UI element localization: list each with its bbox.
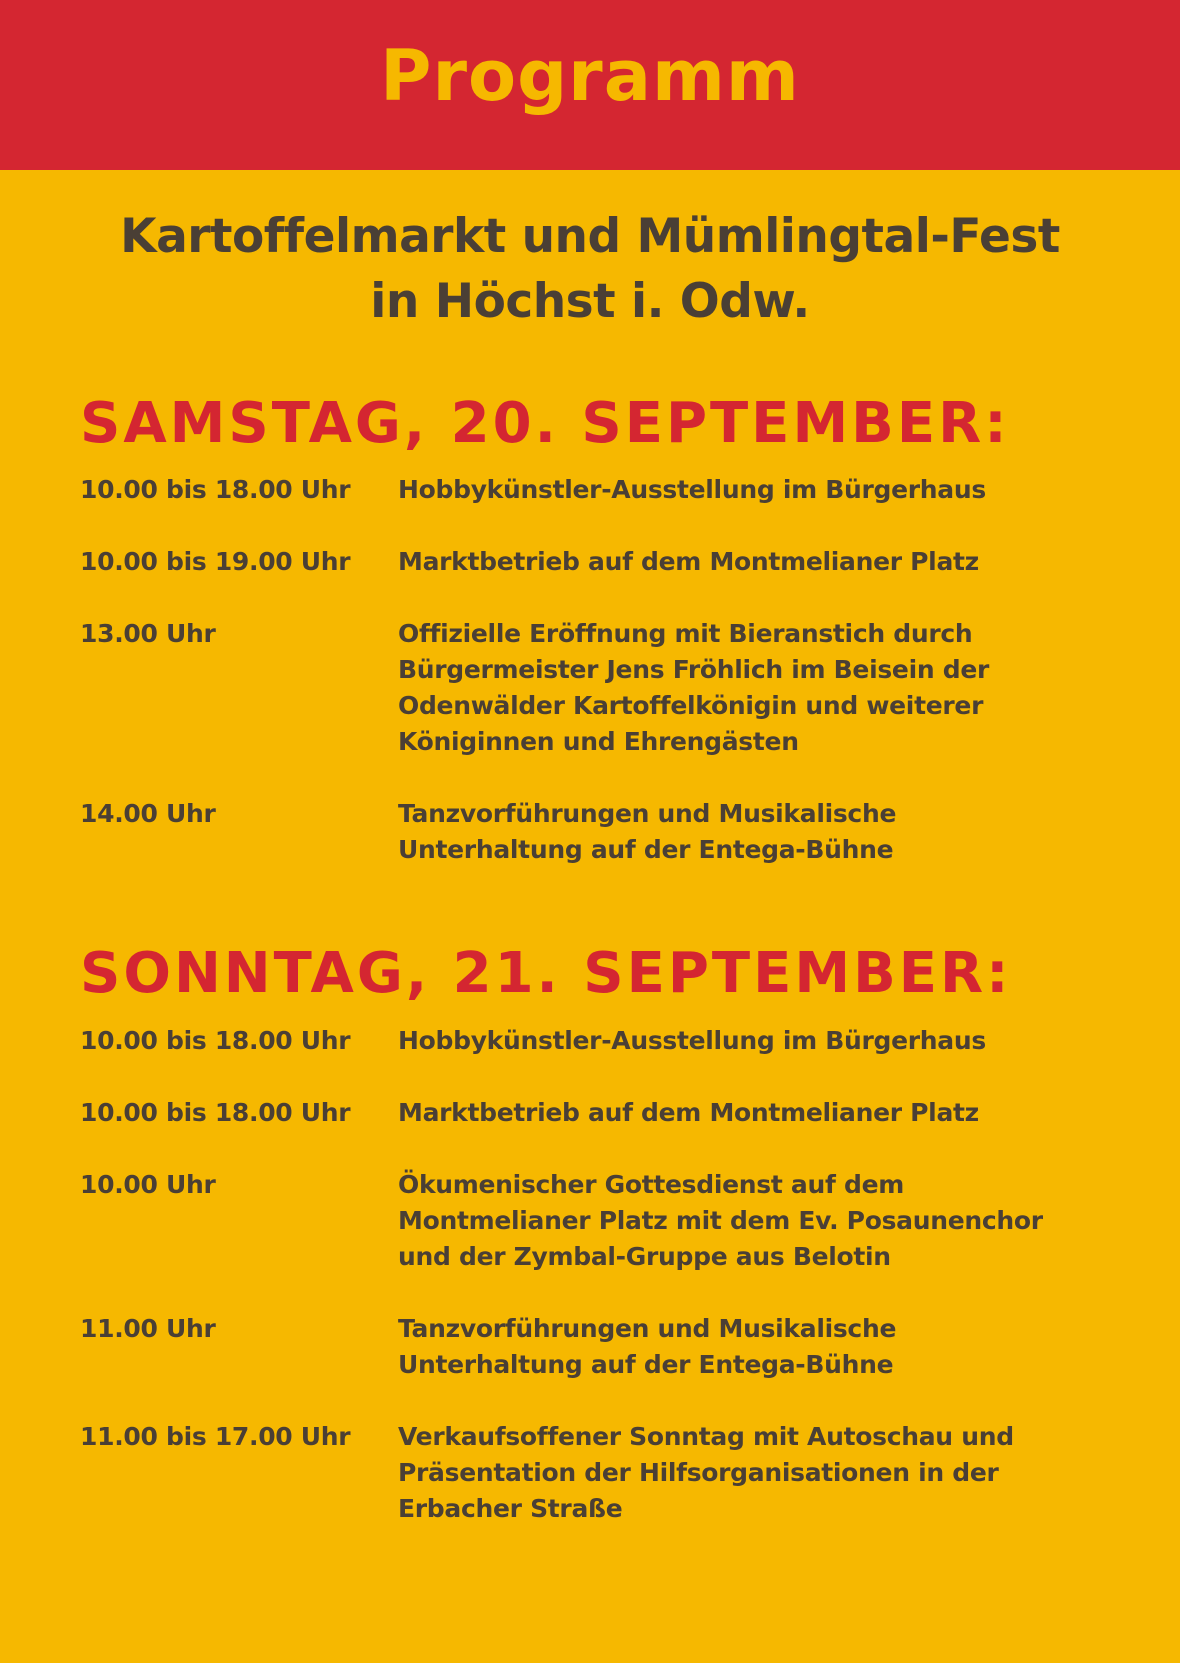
event-name: Kartoffelmarkt und Mümlingtal-Fest [120,209,1060,264]
description-line: Hobbykünstler-Ausstellung im Bürgerhaus [398,1026,986,1055]
description-line: Erbacher Straße [398,1494,623,1523]
entry-time: 10.00 bis 18.00 Uhr [80,1026,351,1055]
entry-time: 10.00 Uhr [80,1170,216,1199]
schedule-entry [80,616,1120,760]
event-subtitle [0,204,1180,334]
entry-time: 10.00 bis 18.00 Uhr [80,475,351,504]
entry-description [398,796,1120,868]
entry-time: 11.00 bis 17.00 Uhr [80,1422,351,1451]
schedule-entry [80,472,1120,508]
schedule-entry [80,1167,1120,1275]
header-band [0,0,1180,170]
description-line: Königinnen und Ehrengästen [398,727,799,756]
description-line: Marktbetrieb auf dem Montmelianer Platz [398,1098,979,1127]
entry-description [398,1023,1120,1059]
description-line: Bürgermeister Jens Fröhlich im Beisein der [398,655,990,684]
description-line: Unterhaltung auf der Entega-Bühne [398,1350,894,1379]
description-line: Offizielle Eröffnung mit Bieranstich durch [398,619,973,648]
schedule-entry [80,1311,1120,1383]
description-line: Ökumenischer Gottesdienst auf dem [398,1170,904,1199]
description-line: Odenwälder Kartoffelkönigin und weiterer [398,691,984,720]
description-line: und der Zymbal-Gruppe aus Belotin [398,1242,891,1271]
description-line: Tanzvorführungen und Musikalische [398,799,897,828]
entry-time: 10.00 bis 18.00 Uhr [80,1098,351,1127]
description-line: Tanzvorführungen und Musikalische [398,1314,897,1343]
description-line: Unterhaltung auf der Entega-Bühne [398,835,894,864]
description-line: Hobbykünstler-Ausstellung im Bürgerhaus [398,475,986,504]
schedule-entry [80,796,1120,868]
schedule-sunday [80,1023,1120,1527]
entry-description [398,1419,1120,1527]
day-heading-saturday: SAMSTAG, 20. SEPTEMBER: [80,391,1010,456]
entry-description [398,472,1120,508]
page-title: Programm [380,35,800,117]
schedule-entry [80,1023,1120,1059]
description-line: Verkaufsoffener Sonntag mit Autoschau und [398,1422,1014,1451]
entry-description [398,616,1120,760]
entry-description [398,1095,1120,1131]
schedule-entry [80,1419,1120,1527]
entry-description [398,1311,1120,1383]
description-line: Präsentation der Hilfsorganisationen in der [398,1458,999,1487]
entry-time: 10.00 bis 19.00 Uhr [80,547,351,576]
entry-time: 11.00 Uhr [80,1314,216,1343]
entry-time: 13.00 Uhr [80,619,216,648]
day-heading-sunday: SONNTAG, 21. SEPTEMBER: [80,941,1012,1006]
schedule-entry [80,544,1120,580]
schedule-entry [80,1095,1120,1131]
entry-description [398,544,1120,580]
entry-description [398,1167,1120,1275]
description-line: Montmelianer Platz mit dem Ev. Posaunenchor [398,1206,1043,1235]
entry-time: 14.00 Uhr [80,799,216,828]
event-location: in Höchst i. Odw. [370,274,810,329]
schedule-saturday [80,472,1120,868]
description-line: Marktbetrieb auf dem Montmelianer Platz [398,547,979,576]
